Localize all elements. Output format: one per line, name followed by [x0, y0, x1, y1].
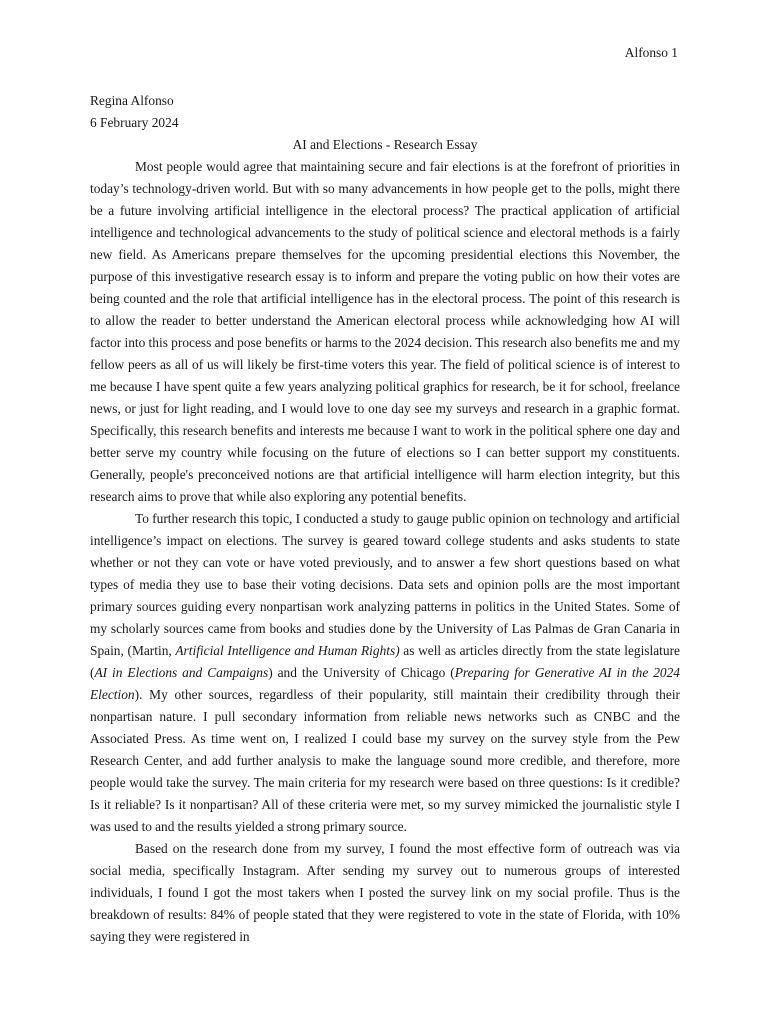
essay-title: AI and Elections - Research Essay — [292, 137, 478, 152]
citation-ai-elections-campaigns: AI in Elections and Campaigns — [94, 665, 269, 680]
running-header: Alfonso 1 — [624, 45, 678, 60]
author-name: Regina Alfonso — [90, 93, 174, 108]
paragraph-introduction: Most people would agree that maintaining secure and fair elections is at the forefront of priorities in today’s technology-driven world. But with so many advancements in how people get to the polls, might there be a future involving artificial intelligence in the electoral process? The practical application of artificial intelligence and technological advancements to the study of political science and electoral methods is a fairly new field. As Americans prepare themselves for the upcoming presidential elections this November, the purpose of this investigative research essay is to inform and prepare the voting public on how their votes are being counted and the role that artificial intelligence has in the electoral process. The point of this research is to allow the reader to better understand the American electoral process while acknowledging how AI will factor into this process and pose benefits or harms to the 2024 decision. This research also benefits me and my fellow peers as all of us will likely be first-time voters this year. The field of political science is of interest to me because I have spent quite a few years analyzing political graphics for research, be it for school, freelance news, or just for light reading, and I would love to one day see my surveys and research in a graphic format. Specifically, this research benefits and interests me because I want to work in the political sphere one day and better serve my country while focusing on the future of elections so I can better support my constituents. Generally, people's preconceived notions are that artificial intelligence will harm election integrity, but this research aims to prove that while also exploring any potential benefits. — [90, 159, 680, 504]
paragraph-methodology — [90, 508, 680, 838]
paragraph-methodology-text-2: as well as articles directly from the state legislature ( — [90, 643, 681, 680]
citation-generative-ai-2024: Preparing for Generative AI in the 2024 Election — [90, 665, 680, 702]
paragraph-methodology-text-1: To further research this topic, I conducted a study to gauge public opinion on technology and artificial intelligence’s impact on elections. The survey is geared toward college students and asks students to state whether or not they can vote or have voted previously, and to answer a few short questions based on what types of media they use to base their voting decisions. Data sets and opinion polls are the most important primary sources guiding every nonpartisan work analyzing patterns in politics in the United States. Some of my scholarly sources came from books and studies done by the University of Las Palmas de Gran Canaria in Spain, (Martin, — [90, 511, 680, 658]
citation-ai-human-rights: Artificial Intelligence and Human Rights) — [175, 643, 400, 658]
essay-date: 6 February 2024 — [90, 115, 179, 130]
essay-body — [90, 90, 680, 948]
paragraph-methodology-text-3: ) and the University of Chicago ( — [268, 665, 455, 680]
paragraph-methodology-text-4: ). My other sources, regardless of their popularity, still maintain their credibility through their nonpartisan nature. I pull secondary information from reliable news networks such as CNBC and the Associated Press. As time went on, I realized I could base my survey on the survey style from the Pew Research Center, and add further analysis to make the language sound more credible, and therefore, more people would take the survey. The main criteria for my research were based on three questions: Is it credible? Is it reliable? Is it nonpartisan? All of these criteria were met, so my survey mimicked the journalistic style I was used to and the results yielded a strong primary source. — [90, 687, 680, 834]
paragraph-results: Based on the research done from my survey, I found the most effective form of outreach was via social media, specifically Instagram. After sending my survey out to numerous groups of interested individuals, I found I got the most takers when I posted the survey link on my social profile. Thus is the breakdown of results: 84% of people stated that they were registered to vote in the state of Florida, with 10% saying they were registered in — [90, 841, 680, 944]
